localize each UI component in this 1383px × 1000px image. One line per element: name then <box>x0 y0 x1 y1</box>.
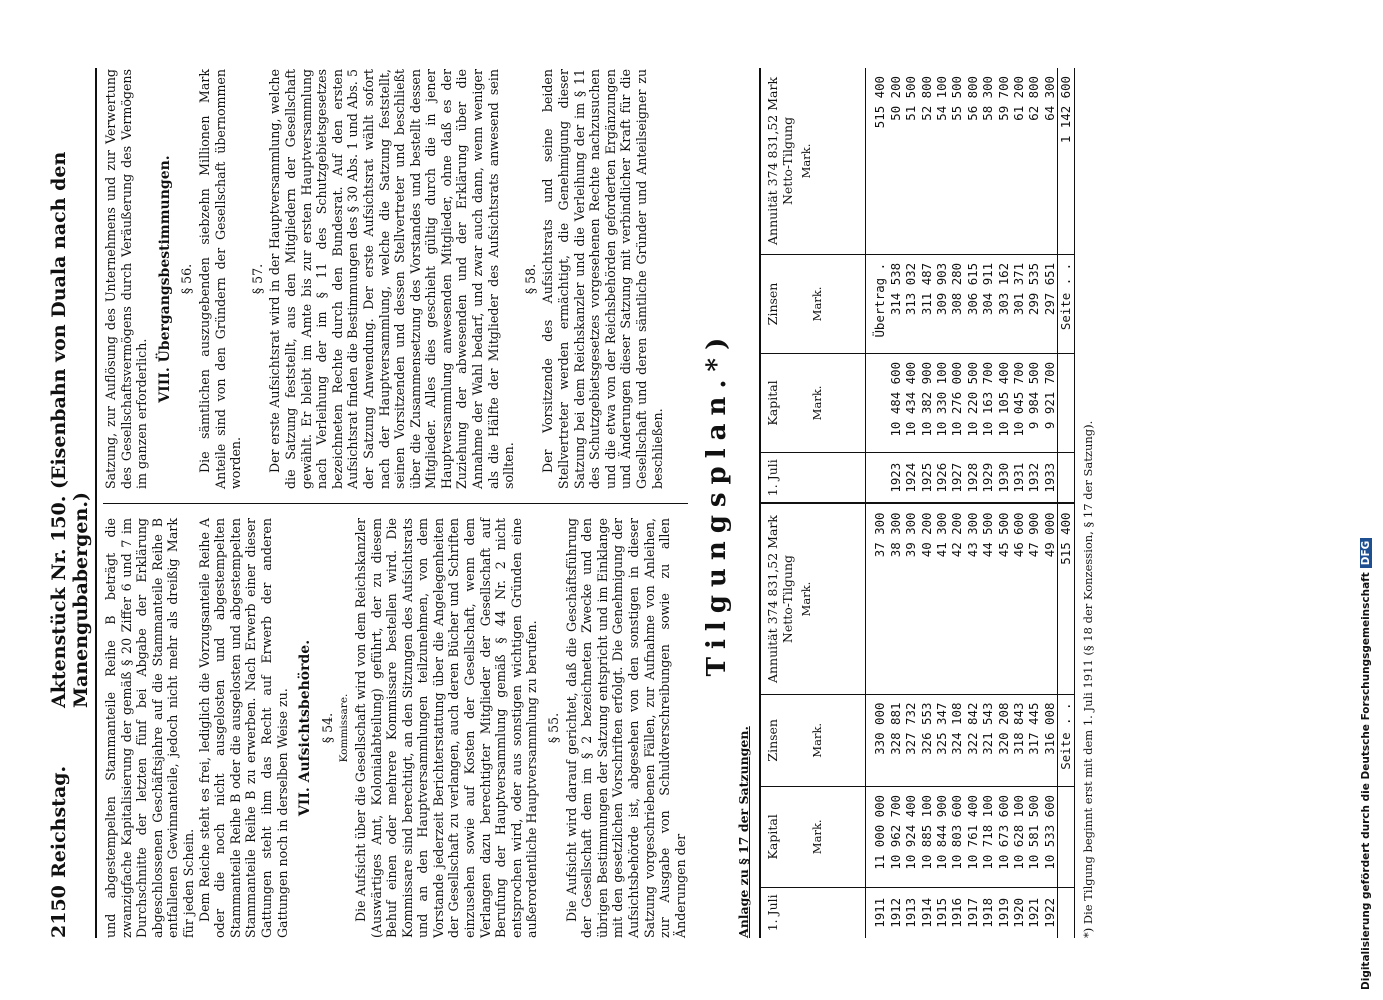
net-cell: 55 500 <box>949 76 965 121</box>
table-row <box>980 504 995 939</box>
year-cell: 1928 <box>965 452 980 502</box>
header-year: 1. Juli <box>761 887 866 938</box>
header-left: Reichstag. <box>48 765 70 878</box>
net-cell: 44 500 <box>980 504 995 695</box>
net-cell: 61 200 <box>1011 76 1027 121</box>
net-cell: 50 200 <box>887 76 903 121</box>
capital-cell: 10 924 400 <box>903 787 918 888</box>
year-cell: 1921 <box>1026 887 1041 938</box>
interest-cell: 328 881 <box>888 694 903 786</box>
capital-cell: 10 962 700 <box>888 787 903 888</box>
net-cell: 56 800 <box>964 76 980 121</box>
header-interest: Zinsen Mark. <box>761 694 866 786</box>
table-title: Tilgungsplan.*) <box>702 329 733 677</box>
interest-cell: 326 553 <box>919 694 934 786</box>
table-row <box>1042 68 1058 503</box>
year-cell: 1914 <box>919 887 934 938</box>
table-row <box>903 504 918 939</box>
left-column <box>103 518 688 938</box>
year-cell: 1918 <box>980 887 995 938</box>
table-row <box>996 68 1011 503</box>
capital-cell: 10 163 700 <box>980 353 995 452</box>
year-cell: 1933 <box>1042 452 1058 502</box>
header-capital: Kapital Mark. <box>761 787 866 888</box>
digitization-text: Digitalisierung gefördert durch die Deutsche Forschungsgemeinschaft <box>1360 572 1372 990</box>
year-cell: 1913 <box>903 887 918 938</box>
capital-cell: 10 434 400 <box>903 353 918 452</box>
interest-cell: 299 535 <box>1026 254 1041 353</box>
capital-cell: 10 844 900 <box>934 787 949 888</box>
capital-cell: 10 484 600 <box>888 353 903 452</box>
table-row <box>1042 504 1058 939</box>
capital-cell: 10 761 400 <box>965 787 980 888</box>
year-cell: 1919 <box>996 887 1011 938</box>
year-cell: 1911 <box>866 887 888 938</box>
capital-cell: 10 673 600 <box>996 787 1011 888</box>
paragraph-subtitle: Kommissare. <box>338 693 351 763</box>
net-cell: 52 800 <box>918 76 934 121</box>
interest-cell: 317 445 <box>1026 694 1041 786</box>
interest-cell: 297 651 <box>1042 254 1058 353</box>
paragraph: Die Aufsicht wird darauf gerichtet, daß die Geschäftsführung der Gesellschaft dem im § 2 bezeichneten Zwecke und den übrigen Bestimmungen der Satzung entspricht und im Einklange mit den gesetzlichen Vorschriften erfolgt. Die Genehmigung der Aufsichtsbehörde ist, abgesehen von den sonstigen in dieser Satzung vorgeschriebenen Fällen, zur Aufnahme von Anleihen, zur Ausgabe von Schuldverschreibungen sowie zu allen Änderungen der <box>563 518 688 938</box>
header-capital: Kapital Mark. <box>761 353 866 452</box>
capital-cell: 10 105 400 <box>996 353 1011 452</box>
text-columns <box>103 68 688 938</box>
table-row <box>934 68 949 503</box>
table-row <box>934 504 949 939</box>
year-cell: 1927 <box>949 452 964 502</box>
capital-cell: 10 220 500 <box>965 353 980 452</box>
paragraph: Die sämtlichen auszugebenden siebzehn Millionen Mark Anteile sind von den Gründern der Gesellschaft übernommen worden. <box>196 69 244 489</box>
capital-cell: 9 921 700 <box>1042 353 1058 452</box>
page-total: 1 142 600 <box>1058 68 1074 254</box>
net-cell: 64 300 <box>1041 76 1057 121</box>
capital-cell: 10 718 100 <box>980 787 995 888</box>
table-row <box>1026 68 1041 503</box>
interest-cell: 327 732 <box>903 694 918 786</box>
total-row <box>1058 504 1074 939</box>
interest-cell: 321 543 <box>980 694 995 786</box>
capital-cell: 11 000 000 <box>866 787 888 888</box>
paragraph-number: § 56. <box>179 263 195 295</box>
net-cell: 46 600 <box>1011 504 1026 695</box>
column-divider <box>103 503 688 504</box>
table-row <box>1011 68 1026 503</box>
year-cell: 1920 <box>1011 887 1026 938</box>
net-cell: 62 800 <box>1026 76 1042 121</box>
table-row <box>919 504 934 939</box>
net-cell: 38 300 <box>888 504 903 695</box>
year-cell: 1931 <box>1011 452 1026 502</box>
year-cell: 1924 <box>903 452 918 502</box>
net-cell: 39 300 <box>903 504 918 695</box>
paragraph: und abgestempelten Stammanteile Reihe B beträgt die zwanzigfache Kapitalisierung der gemäß § 20 Ziffer 6 und 7 im Durchschnitte der letzten fünf bei Abgabe der Erklärung abgeschlossenen Geschäftsjahre auf die Stammanteile Reihe B entfallenen Gewinnanteile, jedoch nicht mehr als dreißig Mark für jeden Schein. <box>103 518 196 938</box>
annex-label: Anlage zu § 17 der Satzungen. <box>736 726 752 938</box>
net-cell: 42 200 <box>949 504 964 695</box>
table-row <box>949 68 964 503</box>
interest-cell: 306 615 <box>965 254 980 353</box>
header-annuity: Annuität 374 831,52 Mark Netto-Tilgung Mark. <box>761 68 866 254</box>
table-row <box>949 504 964 939</box>
paragraph: Die Aufsicht über die Gesellschaft wird von dem Reichskanzler (Auswärtiges Amt, Kolonialabteilung) geführt, der zu diesem Behuf einen oder mehrere Kommissare bestellen wird. Die Kommissare sind berechtigt, an den Sitzungen des Aufsichtsrats und an den Hauptversammlungen teilzunehmen, von dem Vorstande jederzeit Berichterstattung über die Angelegenheiten der Gesellschaft zu verlangen, auch deren Bücher und Schriften einzusehen sowie auf Kosten der Gesellschaft, wenn dem Verlangen dazu berechtigter Mitglieder der Gesellschaft auf Berufung der Hauptversammlung gemäß § 44 Nr. 2 nicht entsprochen wird, oder aus sonstigen wichtigen Gründen eine außerordentliche Hauptversammlung zu berufen. <box>352 518 540 938</box>
capital-cell: 9 984 500 <box>1026 353 1041 452</box>
interest-cell: 308 280 <box>949 254 964 353</box>
net-cell: 37 300 <box>866 504 888 695</box>
table-row <box>980 68 995 503</box>
table-row <box>965 68 980 503</box>
net-cell: 47 900 <box>1026 504 1041 695</box>
capital-cell: 10 628 100 <box>1011 787 1026 888</box>
table-row <box>1026 504 1041 939</box>
paragraph: Der Vorsitzende des Aufsichtsrats und seine beiden Stellvertreter werden ermächtigt, die Genehmigung dieser Satzung bei dem Reichskanzler und die Verleihung der im § 11 des Schutzgebietsgesetzes vorgesehenen Rechte nachzusuchen und die etwa von der Reichsbehörden geforderten Ergänzungen und Änderungen dieser Satzung mit verbindlicher Kraft für die Gesellschaft und deren sämtliche Gründer und Anteilseigner zu beschließen. <box>540 69 665 489</box>
table-row <box>888 504 903 939</box>
year-cell: 1932 <box>1026 452 1041 502</box>
interest-cell: 304 911 <box>980 254 995 353</box>
header-interest: Zinsen Mark. <box>761 254 866 353</box>
capital-cell: 10 581 500 <box>1026 787 1041 888</box>
net-cell: 45 500 <box>996 504 1011 695</box>
footnote: *) Die Tilgung beginnt erst mit dem 1. Juli 1911 (§ 18 der Konzession, § 17 der Satzung). <box>1080 420 1095 938</box>
amortization-table-left <box>761 503 1073 939</box>
year-cell: 1915 <box>934 887 949 938</box>
net-cell: 51 500 <box>903 76 919 121</box>
table-row <box>919 68 934 503</box>
year-cell: 1917 <box>965 887 980 938</box>
header-annuity: Annuität 374 831,52 Mark Netto-Tilgung Mark. <box>761 504 866 695</box>
net-cell: 59 700 <box>995 76 1011 121</box>
paragraph-number: § 58. <box>522 263 538 295</box>
year-cell: 1923 <box>888 452 903 502</box>
net-cell: 41 300 <box>934 504 949 695</box>
paragraph: Dem Reiche steht es frei, lediglich die Vorzugsanteile Reihe A oder die noch nicht ausgelosten und abgestempelten Stammanteile Reihe B oder die ausgelosten und abgestempelten Stammanteile Reihe B zu erwerben. Nach Erwerb einer dieser Gattungen steht ihm das Recht auf Erwerb der anderen Gattungen noch in derselben Weise zu. <box>196 518 290 938</box>
amortization-tables <box>759 68 1074 938</box>
net-cell: 58 300 <box>980 76 996 121</box>
table-row <box>888 68 903 503</box>
page-total: 515 400 <box>1058 504 1074 695</box>
year-cell: 1912 <box>888 887 903 938</box>
digitization-note <box>1360 10 1382 1000</box>
carry-value: 515 400 <box>872 76 888 129</box>
header-year: 1. Juli <box>761 452 866 502</box>
capital-cell: 10 533 600 <box>1042 787 1058 888</box>
interest-cell: 316 008 <box>1042 694 1058 786</box>
interest-cell: 309 903 <box>934 254 949 353</box>
year-cell: 1925 <box>919 452 934 502</box>
interest-cell: 318 843 <box>1011 694 1026 786</box>
paragraph-number: § 55. <box>546 712 562 744</box>
amortization-table-right <box>761 68 1073 503</box>
header-title: Aktenstück Nr. 150. (Eisenbahn von Duala nach den Manengubabergen.) <box>48 151 92 708</box>
capital-cell: 10 330 100 <box>934 353 949 452</box>
capital-cell: 10 382 900 <box>919 353 934 452</box>
net-cell: 40 200 <box>919 504 934 695</box>
capital-cell: 10 276 000 <box>949 353 964 452</box>
net-cell: 49 000 <box>1042 504 1058 695</box>
section-heading: VIII. Übergangsbestimmungen. <box>156 155 173 403</box>
table-row <box>996 504 1011 939</box>
capital-cell: 10 045 700 <box>1011 353 1026 452</box>
year-cell: 1922 <box>1042 887 1058 938</box>
net-cell: 54 100 <box>934 76 949 121</box>
paragraph-number: § 57. <box>249 263 265 295</box>
page-label: Seite . . <box>1058 254 1074 353</box>
interest-cell: 311 487 <box>919 254 934 353</box>
dfg-logo: DFG <box>1360 538 1372 569</box>
table-row <box>866 504 888 939</box>
page-body <box>48 68 1095 938</box>
page-number: 2150 <box>48 885 70 938</box>
year-cell: 1930 <box>996 452 1011 502</box>
interest-cell: 320 208 <box>996 694 1011 786</box>
year-cell: 1926 <box>934 452 949 502</box>
section-heading: VII. Aufsichtsbehörde. <box>297 639 314 817</box>
right-column <box>103 69 688 489</box>
paragraph: Der erste Aufsichtsrat wird in der Hauptversammlung, welche die Satzung feststellt, aus den Mitgliedern der Gesellschaft gewählt. Er bleibt im Amte bis zur ersten Hauptversammlung nach Verleihung der im § 11 des Schutzgebietsgesetzes bezeichneten Rechte durch den Bundesrat. Auf den ersten Aufsichtsrat finden die Bestimmungen des § 30 Abs. 1 und Abs. 5 der Satzung Anwendung. Der erste Aufsichtsrat wählt sofort nach der Hauptversammlung, welche die Satzung feststellt, seinen Vorsitzenden und dessen Stellvertreter und beschließt über die Zusammensetzung des Vorstandes und bestellt dessen Mitglieder. Alles dies geschieht gültig durch die in jener Hauptversammlung anwesenden Mitglieder, ohne daß es der Zuziehung der abwesenden und der Erklärung über die Annahme der Wahl bedarf, und zwar auch dann, wenn weniger als die Hälfte der Mitglieder des Aufsichtsrats anwesend sein sollten. <box>267 69 517 489</box>
capital-cell: 10 885 100 <box>919 787 934 888</box>
interest-cell: 303 162 <box>996 254 1011 353</box>
interest-cell: 313 032 <box>903 254 918 353</box>
table-row <box>866 68 888 503</box>
total-row <box>1058 68 1074 503</box>
interest-cell: 301 371 <box>1011 254 1026 353</box>
interest-cell: 324 108 <box>949 694 964 786</box>
net-cell: 43 300 <box>965 504 980 695</box>
table-row <box>903 68 918 503</box>
interest-cell: 330 000 <box>866 694 888 786</box>
year-cell: 1916 <box>949 887 964 938</box>
carry-label: Übertrag . <box>866 254 888 353</box>
paragraph-number: § 54. <box>319 712 335 744</box>
page-header <box>48 68 97 938</box>
interest-cell: 322 842 <box>965 694 980 786</box>
table-row <box>1011 504 1026 939</box>
interest-cell: 314 538 <box>888 254 903 353</box>
table-row <box>965 504 980 939</box>
year-cell: 1929 <box>980 452 995 502</box>
capital-cell: 10 803 600 <box>949 787 964 888</box>
page-label: Seite . . <box>1058 694 1074 786</box>
paragraph: Satzung, zur Auflösung des Unternehmens und zur Verwertung des Gesellschaftsvermögens durch Veräußerung des Vermögens im ganzen erforderlich. <box>103 69 150 489</box>
interest-cell: 325 347 <box>934 694 949 786</box>
